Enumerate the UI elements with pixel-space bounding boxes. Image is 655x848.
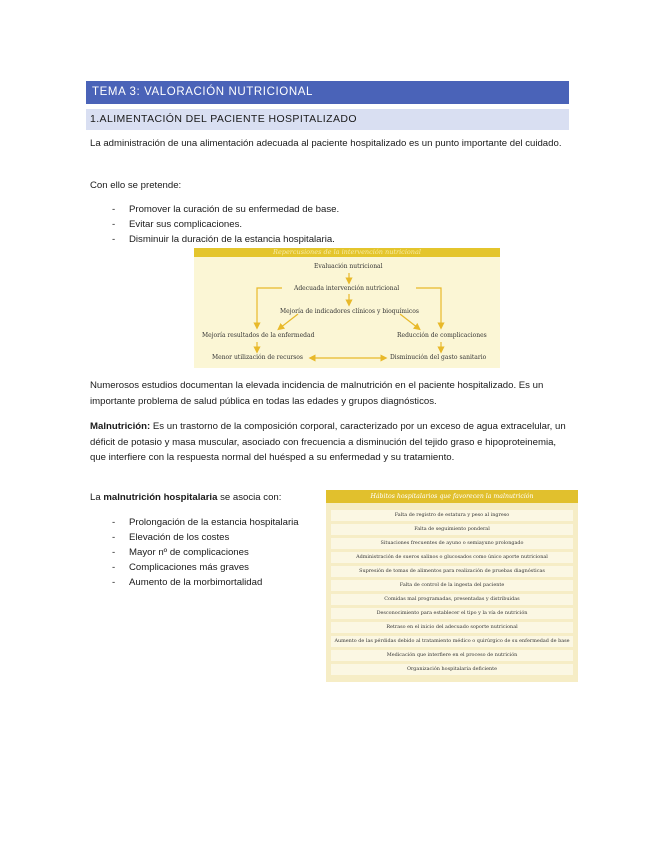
list-item: - Mayor nº de complicaciones bbox=[90, 545, 330, 560]
diagram-node-indicators: Mejoría de indicadores clínicos y bioquímicos bbox=[280, 308, 419, 315]
consequences-list bbox=[90, 515, 330, 590]
table-row: Medicación que interfiere en el proceso de nutrición bbox=[331, 650, 573, 661]
lead-suffix: se asocia con: bbox=[217, 492, 282, 503]
section-heading: 1.ALIMENTACIÓN DEL PACIENTE HOSPITALIZADO bbox=[86, 109, 569, 130]
arrow-intervention-to-complications bbox=[416, 288, 441, 326]
list-item: - Promover la curación de su enfermedad de base. bbox=[90, 202, 560, 217]
intro-paragraph: La administración de una alimentación adecuada al paciente hospitalizado es un punto importante del cuidado. bbox=[90, 138, 562, 149]
studies-paragraph: Numerosos estudios documentan la elevada incidencia de malnutrición en el paciente hospitalizado. Es un importante problema de salud pública en todas las edades y grupos diagnósticos. bbox=[90, 380, 544, 407]
list-item: - Aumento de la morbimortalidad bbox=[90, 575, 330, 590]
page-title: TEMA 3: VALORACIÓN NUTRICIONAL bbox=[86, 81, 569, 104]
arrow-indicators-to-complications bbox=[400, 314, 418, 328]
aims-list bbox=[90, 202, 560, 247]
table-row: Falta de seguimiento ponderal bbox=[331, 524, 573, 535]
diagram-node-complications: Reducción de complicaciones bbox=[397, 332, 487, 339]
table-row: Retraso en el inicio del adecuado soporte nutricional bbox=[331, 622, 573, 633]
arrow-intervention-to-results bbox=[257, 288, 282, 326]
list-item: - Evitar sus complicaciones. bbox=[90, 217, 560, 232]
table-row: Falta de control de la ingesta del paciente bbox=[331, 580, 573, 591]
diagram-header: Repercusiones de la intervención nutricional bbox=[194, 248, 500, 257]
malnutrition-definition-text: Es un trastorno de la composición corporal, caracterizado por un exceso de agua extracelular, un déficit de potasio y masa muscular, asociado con frecuencia a disminución del tejido graso e hipoproteinemia, que interfiere con la respuesta normal del huésped a su enfermedad y su tratamiento. bbox=[90, 421, 566, 463]
table-header: Hábitos hospitalarios que favorecen la malnutrición bbox=[326, 490, 578, 503]
nutrition-intervention-diagram bbox=[194, 248, 500, 368]
diagram-node-results: Mejoría resultados de la enfermedad bbox=[202, 332, 315, 339]
hospital-malnutrition-lead bbox=[90, 490, 320, 506]
diagram-node-intervention: Adecuada intervención nutricional bbox=[294, 285, 400, 292]
malnutrition-definition bbox=[90, 419, 570, 466]
hospital-habits-table bbox=[326, 490, 578, 682]
lead-prefix: La bbox=[90, 492, 104, 503]
table-row: Aumento de las pérdidas debido al tratamiento médico o quirúrgico de su enfermedad de base bbox=[331, 636, 573, 647]
table-row: Situaciones frecuentes de ayuno o semiayuno prolongado bbox=[331, 538, 573, 549]
table-row: Desconocimiento para establecer el tipo y la vía de nutrición bbox=[331, 608, 573, 619]
table-row: Comidas mal programadas, presentadas y distribuidas bbox=[331, 594, 573, 605]
table-row: Supresión de tomas de alimentos para realización de pruebas diagnósticas bbox=[331, 566, 573, 577]
table-row: Falta de registro de estatura y peso al ingreso bbox=[331, 510, 573, 521]
diagram-node-cost: Disminución del gasto sanitario bbox=[390, 354, 487, 361]
arrow-indicators-to-results bbox=[280, 314, 298, 328]
list-item: - Prolongación de la estancia hospitalaria bbox=[90, 515, 330, 530]
diagram-node-resources: Menor utilización de recursos bbox=[212, 354, 303, 361]
diagram-node-eval: Evaluación nutricional bbox=[314, 263, 383, 270]
aims-lead: Con ello se pretende: bbox=[90, 180, 182, 191]
list-item: - Complicaciones más graves bbox=[90, 560, 330, 575]
list-item: - Elevación de los costes bbox=[90, 530, 330, 545]
list-item: - Disminuir la duración de la estancia hospitalaria. bbox=[90, 232, 560, 247]
table-row: Administración de sueros salinos o glucosados como único aporte nutricional bbox=[331, 552, 573, 563]
hospital-malnutrition-term: malnutrición hospitalaria bbox=[103, 492, 218, 503]
malnutrition-term: Malnutrición: bbox=[90, 421, 151, 432]
table-row: Organización hospitalaria deficiente bbox=[331, 664, 573, 675]
